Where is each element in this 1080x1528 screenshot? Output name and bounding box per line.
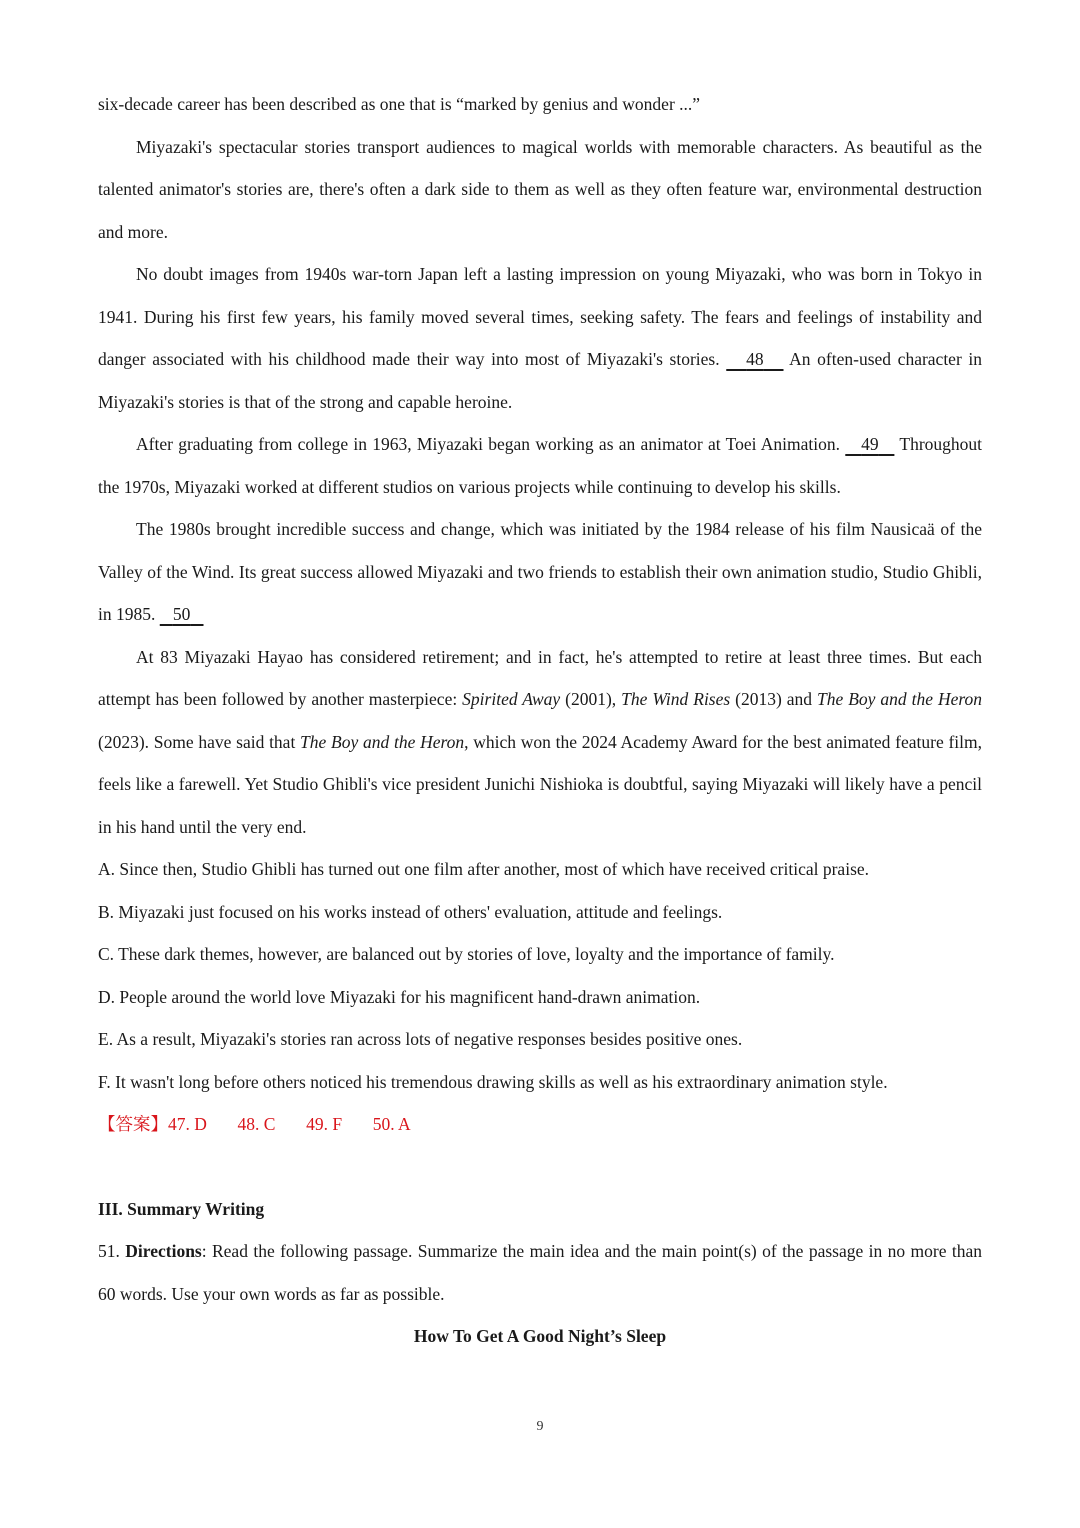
answer-item: 49. F xyxy=(306,1114,343,1134)
option-a: A. Since then, Studio Ghibli has turned out one film after another, most of which have received critical praise. xyxy=(98,859,870,879)
answer-key xyxy=(98,1103,982,1146)
continued-line: six-decade career has been described as one that is “marked by genius and wonder ...” xyxy=(98,94,701,114)
spacer xyxy=(98,1146,982,1188)
paragraph-1: Miyazaki's spectacular stories transport audiences to magical worlds with memorable characters. As beautiful as the talented animator's stories are, there's often a dark side to them as well as they often feature war, environmental destruction and more. xyxy=(98,136,982,242)
paragraph-2-text-after: An often-used character in Miyazaki's stories is that of the strong and capable heroine. xyxy=(98,349,983,412)
answer-item: 48. C xyxy=(237,1114,276,1134)
blank-48: 48 xyxy=(746,349,764,369)
passage-title: How To Get A Good Night’s Sleep xyxy=(413,1326,667,1346)
paragraph-4 xyxy=(98,508,982,636)
paragraph-3 xyxy=(98,423,982,508)
option-c: C. These dark themes, however, are balanced out by stories of love, loyalty and the importance of family. xyxy=(98,944,835,964)
paragraph-4-text: The 1980s brought incredible success and change, which was initiated by the 1984 release of his film Nausicaä of the Valley of the Wind. Its great success allowed Miyazaki and two friends to establish their own animation studio, Studio Ghibli, in 1985. xyxy=(98,519,982,624)
paragraph-5: At 83 Miyazaki Hayao has considered retirement; and in fact, he's attempted to retire at least three times. But each attempt has been followed by another masterpiece: Spirited Away (2001), The Wind Rises (2013) and The Boy and the Heron (2023). Some have said that The Boy and the Heron, which won the 2024 Academy Award for the best animated feature film, feels like a farewell. Yet Studio Ghibli's vice president Junichi Nishioka is doubtful, saying Miyazaki will likely have a pencil in his hand until the very end. xyxy=(98,646,983,837)
answer-label: 【答案】 xyxy=(98,1114,168,1134)
directions xyxy=(98,1230,982,1315)
directions-text: : Read the following passage. Summarize the main idea and the main point(s) of the passage in no more than 60 words. Use your own words as far as possible. xyxy=(98,1241,983,1304)
blank-49: 49 xyxy=(861,434,879,454)
option-e: E. As a result, Miyazaki's stories ran across lots of negative responses besides positive ones. xyxy=(98,1029,743,1049)
paragraph-3-text: After graduating from college in 1963, Miyazaki began working as an animator at Toei Animation. xyxy=(136,434,840,454)
paragraph-2-text: No doubt images from 1940s war-torn Japan left a lasting impression on young Miyazaki, who was born in Tokyo in 1941. During his first few years, his family moved several times, seeking safety. The fears and feelings of instability and danger associated with his childhood made their way into most of Miyazaki's stories. xyxy=(98,264,982,369)
section-heading: III. Summary Writing xyxy=(98,1198,265,1219)
option-d: D. People around the world love Miyazaki for his magnificent hand-drawn animation. xyxy=(98,986,701,1007)
answer-item: 47. D xyxy=(168,1114,207,1134)
film-title: The Wind Rises xyxy=(621,689,731,709)
film-title: Spirited Away xyxy=(462,689,561,709)
film-title: The Boy and the Heron xyxy=(817,689,983,709)
answer-item: 50. A xyxy=(372,1114,411,1134)
document-page xyxy=(98,83,982,1358)
question-number: 51. xyxy=(98,1241,120,1261)
film-title: The Boy and the Heron xyxy=(300,731,465,752)
paragraph-3-text-after: Throughout the 1970s, Miyazaki worked at different studios on various projects while continuing to develop his skills. xyxy=(98,434,983,497)
directions-label: Directions xyxy=(125,1241,202,1261)
page-number: 9 xyxy=(536,1419,544,1434)
blank-50: 50 xyxy=(172,604,191,624)
paragraph-2 xyxy=(98,253,982,423)
option-f: F. It wasn't long before others noticed his tremendous drawing skills as well as his extraordinary animation style. xyxy=(98,1071,888,1092)
option-b: B. Miyazaki just focused on his works instead of others' evaluation, attitude and feelings. xyxy=(98,901,723,922)
